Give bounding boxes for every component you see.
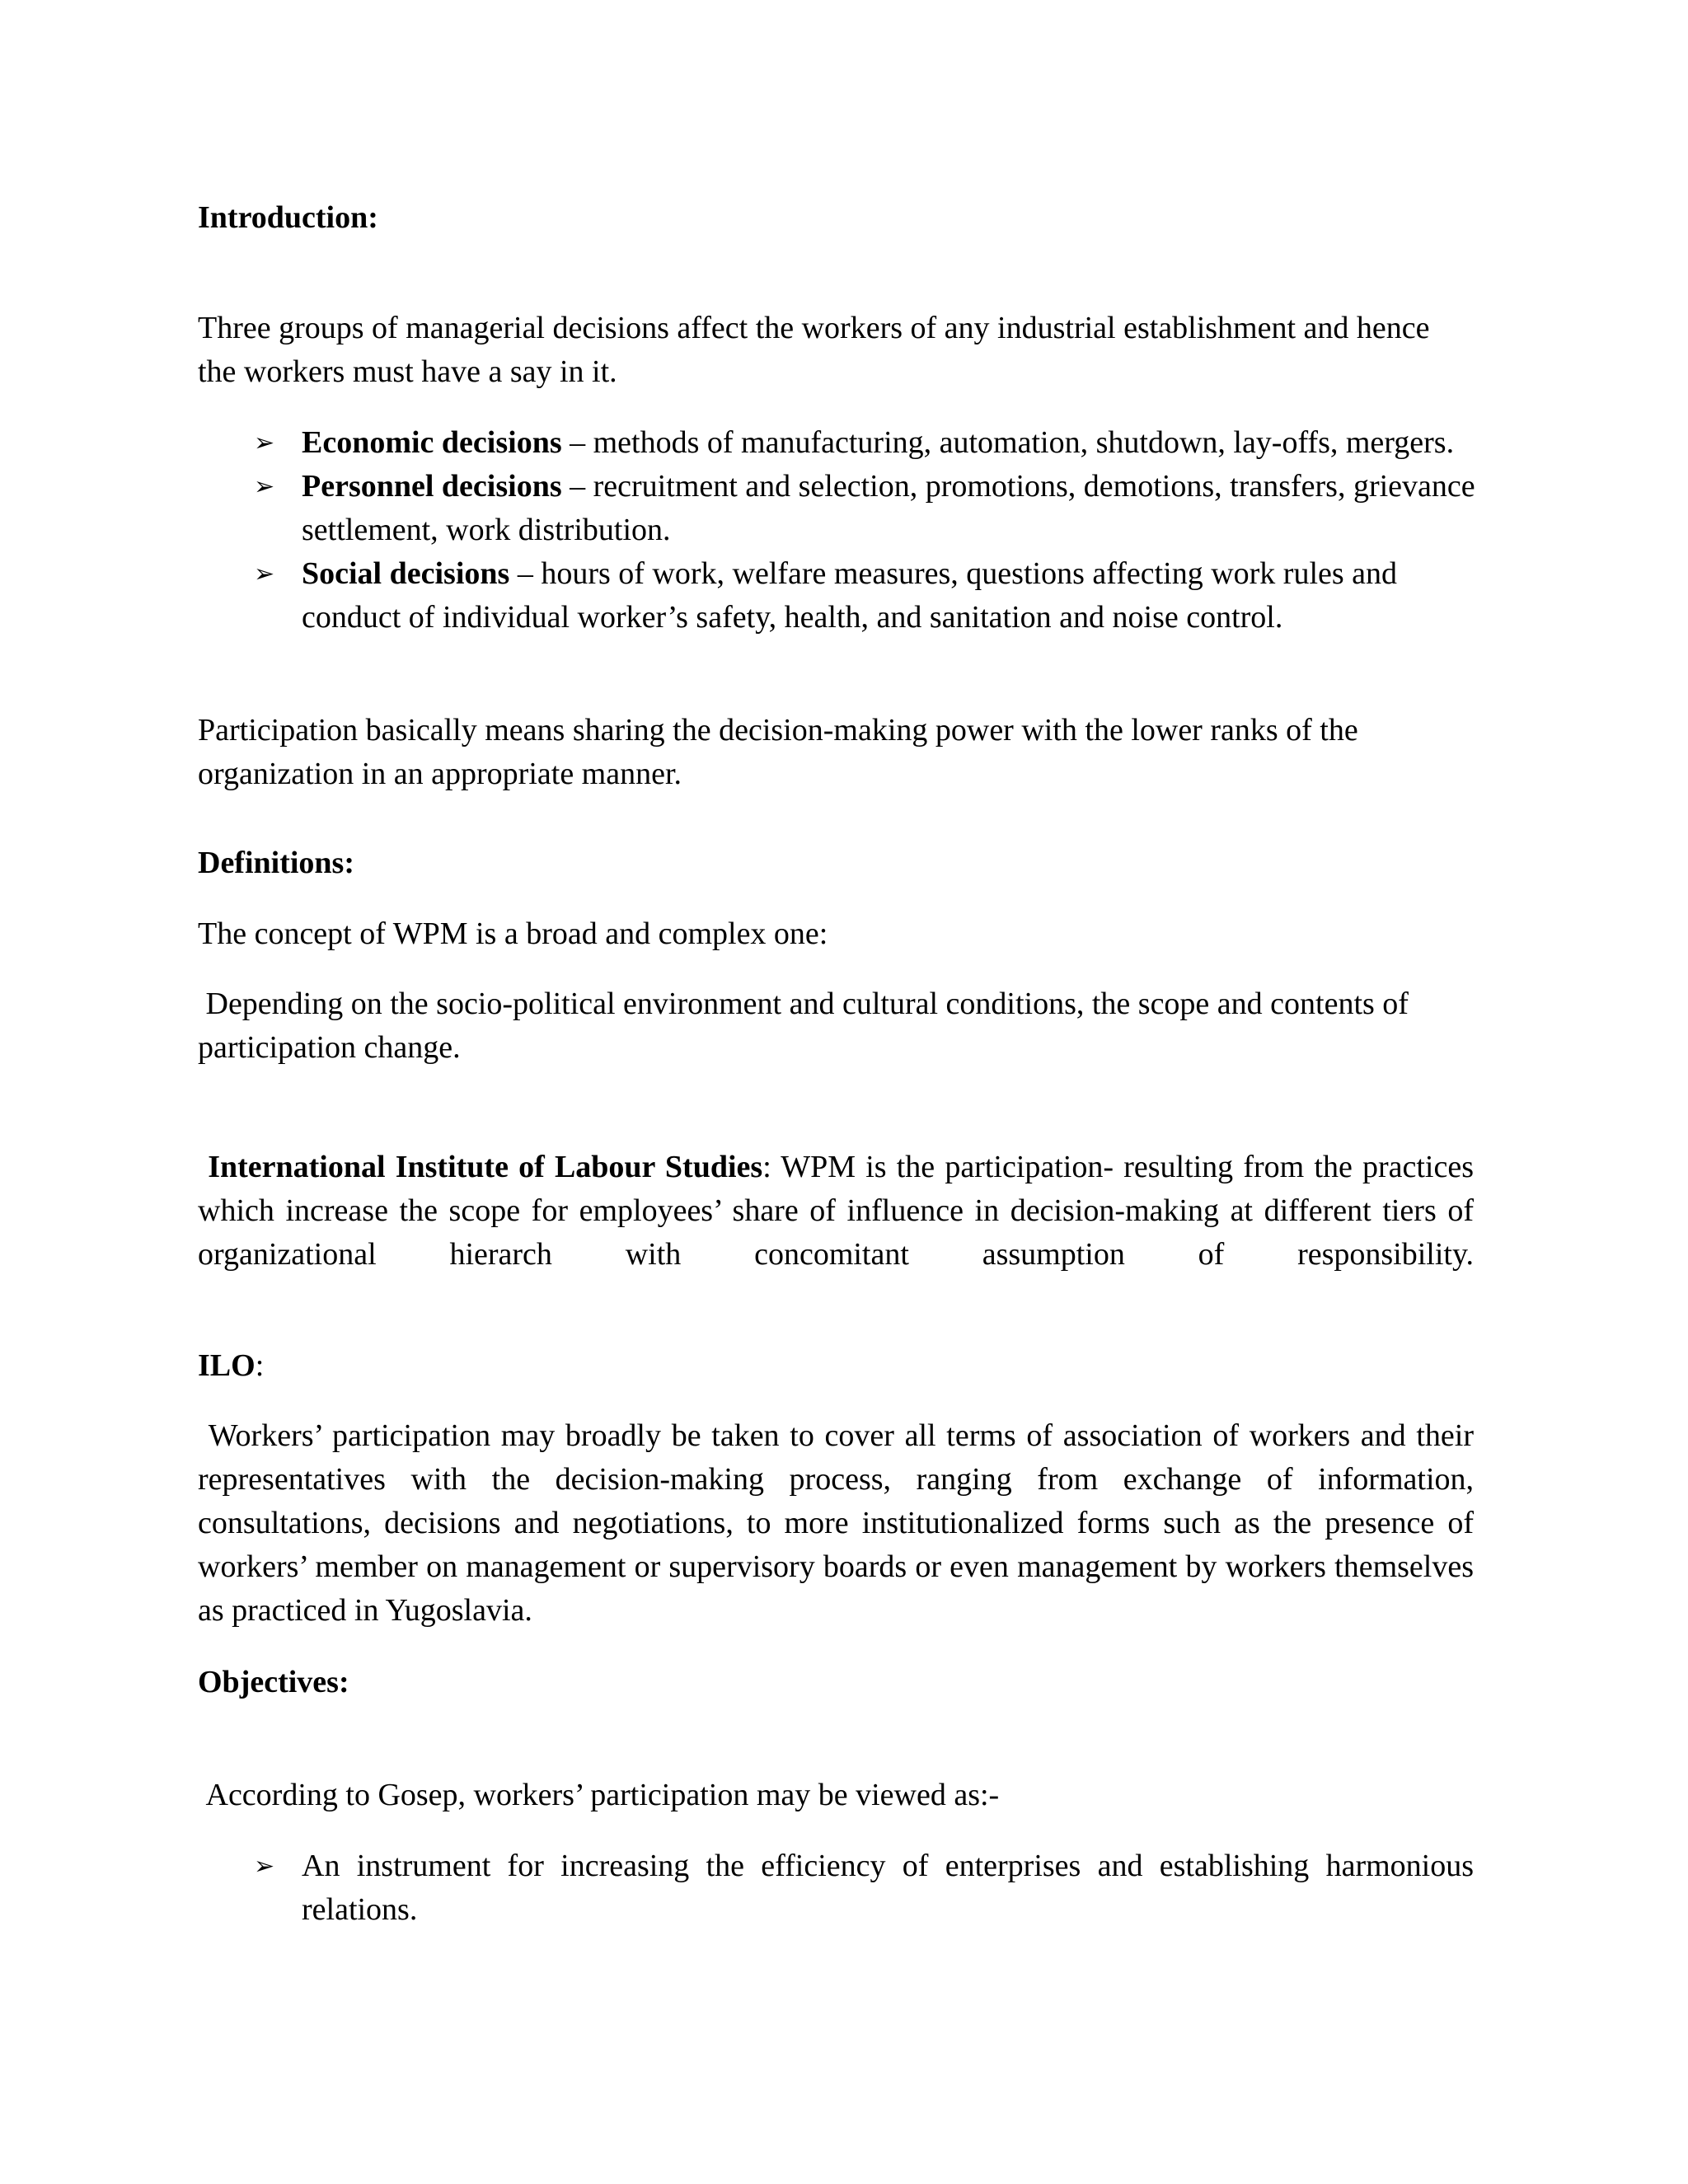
ilo-colon: : [255,1348,265,1383]
iils-term: International Institute of Labour Studies [198,1150,763,1184]
list-item-economic [198,421,1484,465]
economic-decisions-text: – methods of manufacturing, automation, shutdown, lay-offs, mergers. [561,425,1455,460]
arrow-bullet-icon: ➢ [254,472,275,501]
ilo-term: ILO [198,1348,256,1383]
arrow-bullet-icon: ➢ [254,1852,275,1881]
iils-text: : WPM is the participation- resulting from the practices which increase the scope for employees’ share of influence in decision-making at different tiers of organizational hierarch with concomitant assumption of responsibility. [198,1150,1482,1272]
gosep-intro: According to Gosep, workers’ participation may be viewed as:- [198,1778,1000,1812]
decision-types-list [198,421,1484,640]
participation-paragraph: Participation basically means sharing the decision-making power with the lower ranks of the organization in an appropriate manner. [198,713,1358,791]
economic-decisions-term: Economic decisions [302,425,562,460]
list-item-efficiency [198,1844,1474,1932]
concept-line: The concept of WPM is a broad and complex one: [198,916,828,951]
introduction-paragraph: Three groups of managerial decisions affect the workers of any industrial establishment and hence the workers must have a say in it. [198,311,1430,389]
ilo-heading [198,1344,1474,1388]
objectives-list [198,1844,1474,1932]
personnel-decisions-term: Personnel decisions [302,469,562,504]
list-item-social [198,552,1484,640]
ilo-paragraph: Workers’ participation may broadly be taken to cover all terms of association of workers and their representatives with the decision-making process, ranging from exchange of information, consultations, decisions and negotiations, to more institutionalized forms such as the presence of workers’ member on management or supervisory boards or even management by workers themselves as practiced in Yugoslavia. [198,1418,1482,1628]
social-decisions-text: – hours of work, welfare measures, questions affecting work rules and conduct of individual worker’s safety, health, and sanitation and noise control. [302,556,1398,635]
personnel-decisions-text: – recruitment and selection, promotions, demotions, transfers, grievance settlement, work distribution. [302,469,1475,547]
objectives-heading: Objectives: [198,1665,349,1699]
depending-paragraph: Depending on the socio-political environment and cultural conditions, the scope and contents of participation change. [198,987,1417,1065]
social-decisions-term: Social decisions [302,556,510,591]
arrow-bullet-icon: ➢ [254,560,275,588]
list-item-personnel [198,465,1484,552]
efficiency-text: An instrument for increasing the efficiency of enterprises and establishing harmonious relations. [302,1849,1474,1927]
arrow-bullet-icon: ➢ [254,429,275,457]
introduction-heading: Introduction: [198,200,378,235]
iils-definition [198,1146,1482,1277]
definitions-heading: Definitions: [198,846,354,880]
